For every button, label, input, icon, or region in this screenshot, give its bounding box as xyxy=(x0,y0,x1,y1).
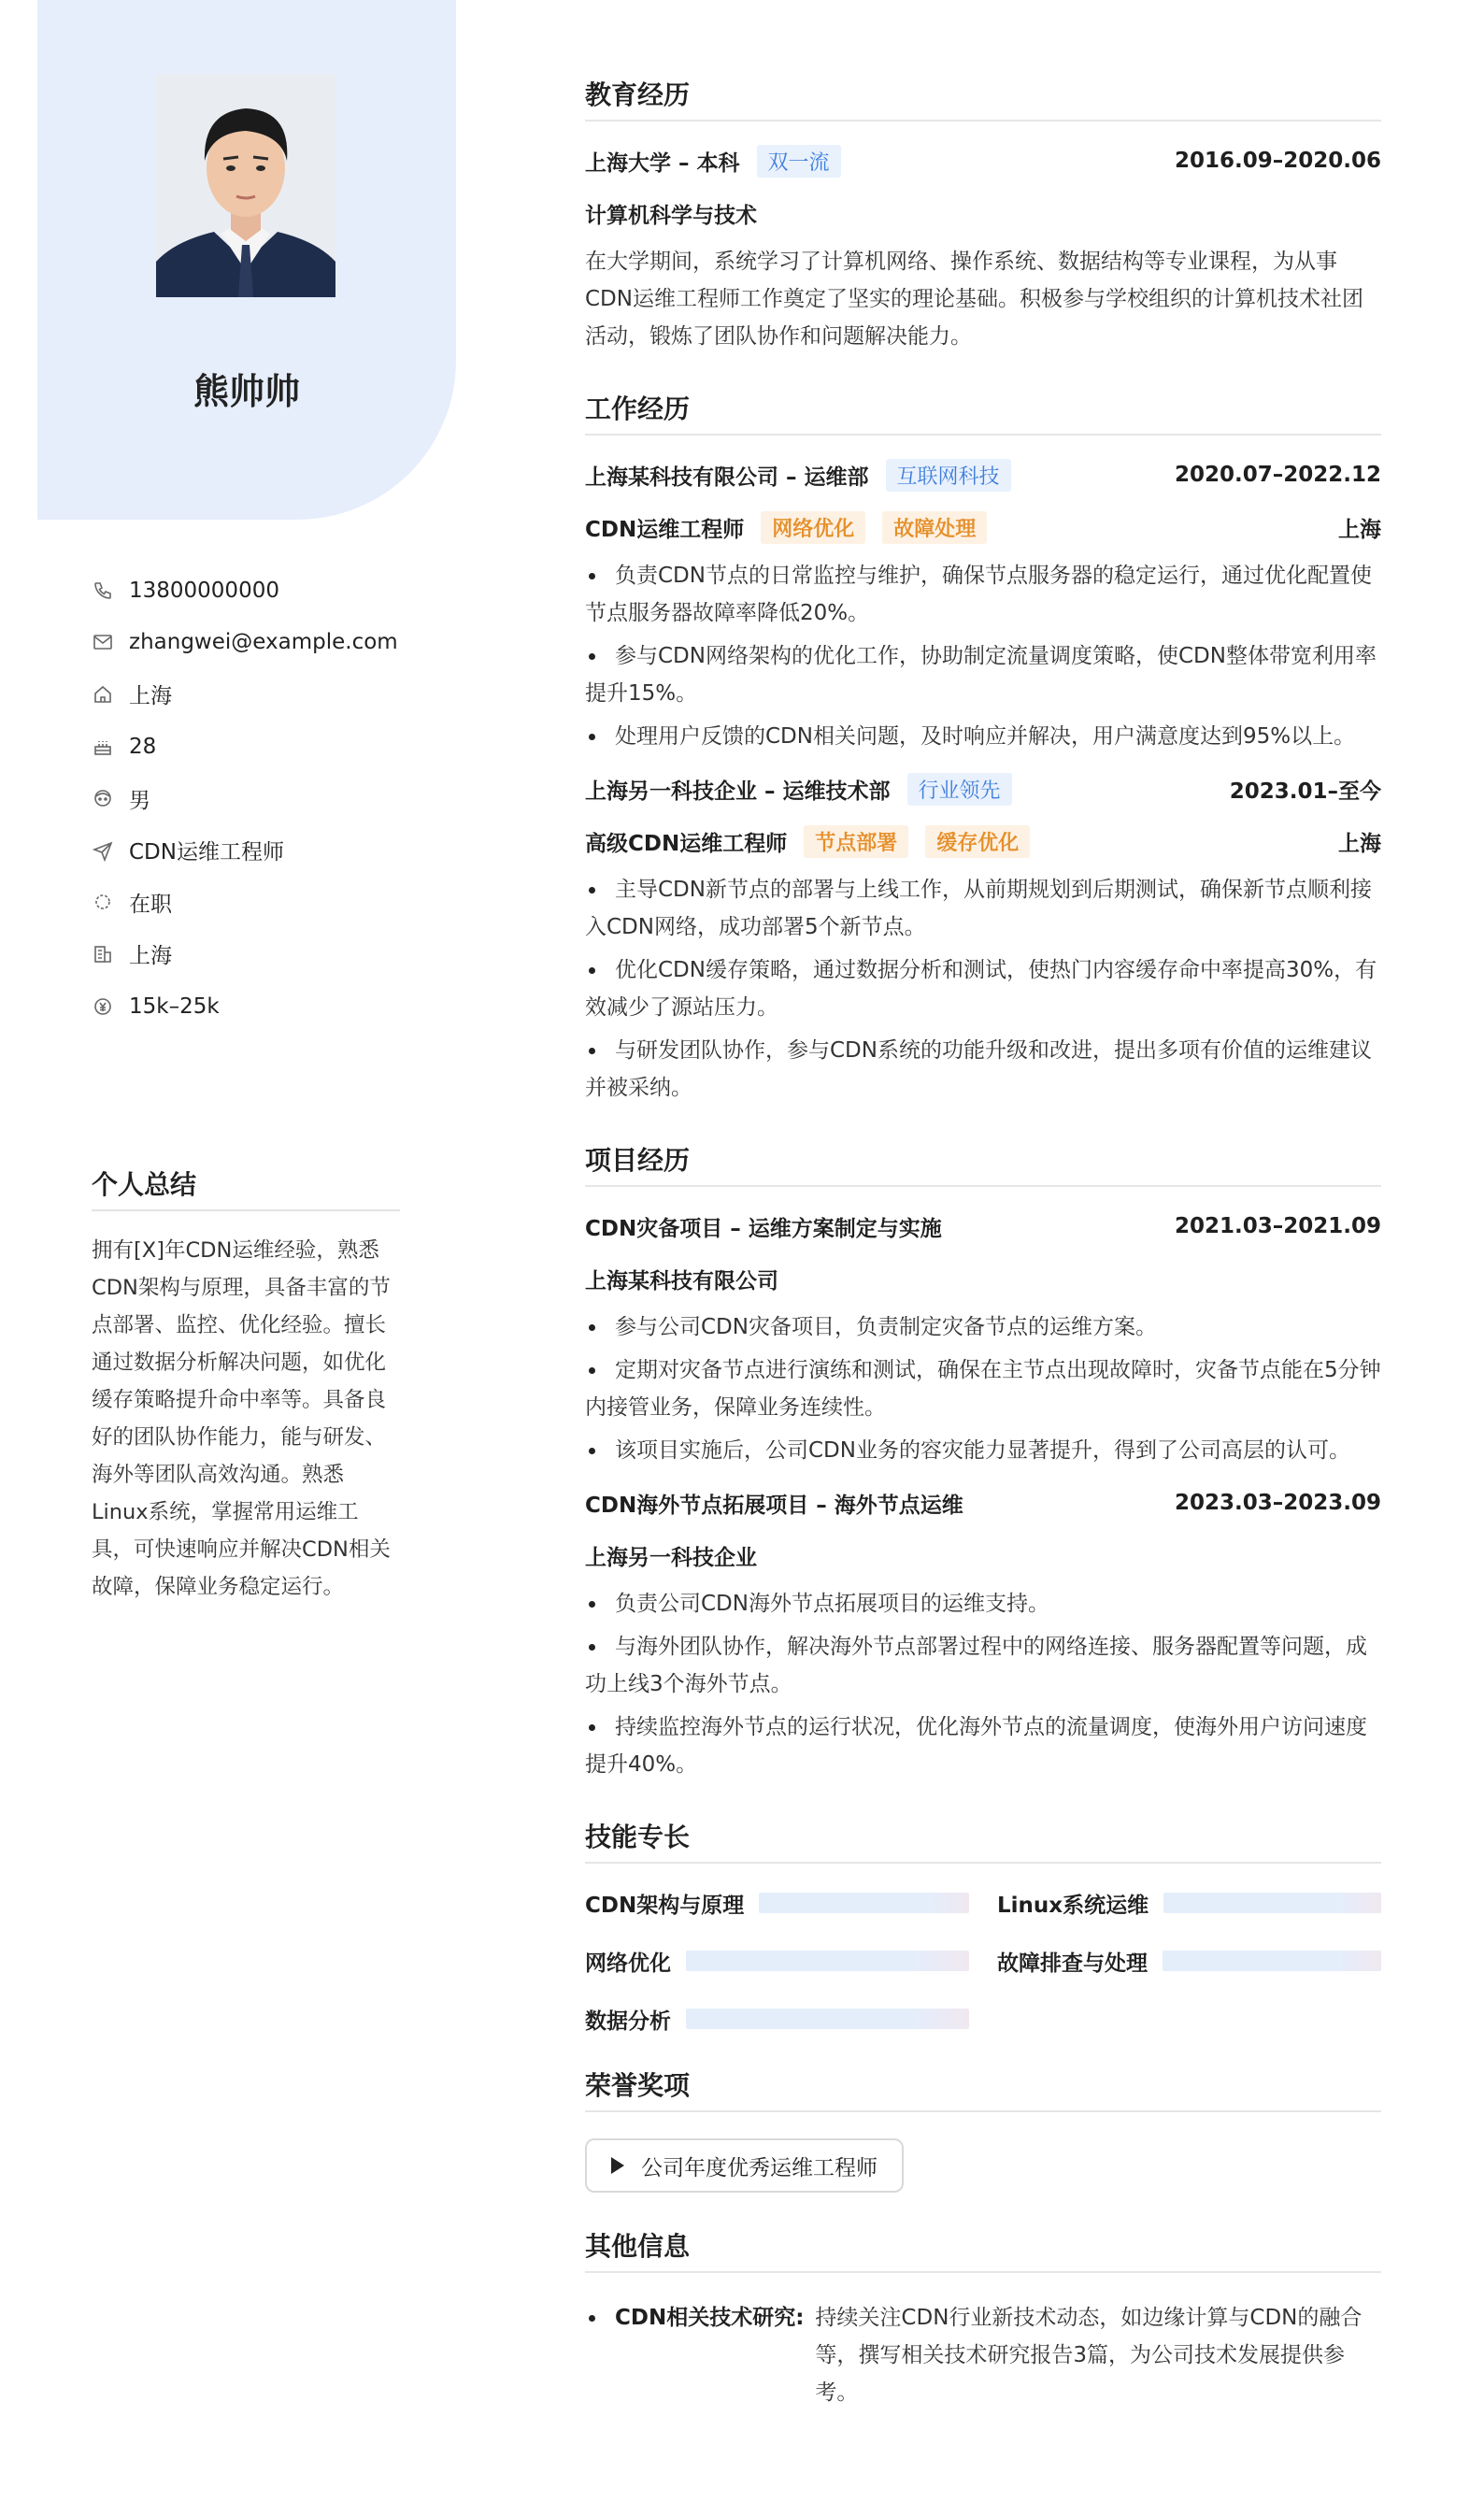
list-item: 参与CDN网络架构的优化工作，协助制定流量调度策略，使CDN整体带宽利用率提升15%。 xyxy=(585,637,1381,712)
other-info-item xyxy=(585,2299,1381,2411)
skill-label: 故障排查与处理 xyxy=(997,1951,1148,1976)
list-item: 优化CDN缓存策略，通过数据分析和测试，使热门内容缓存命中率提高30%，有效减少了源站压力。 xyxy=(585,951,1381,1026)
skill-item xyxy=(585,2006,969,2032)
contact-position xyxy=(92,824,447,877)
work-date: 2023.01–至今 xyxy=(1229,779,1381,804)
work-bullets xyxy=(585,871,1381,1107)
mail-icon xyxy=(92,631,114,653)
contact-phone xyxy=(92,565,447,617)
skill-label: Linux系统运维 xyxy=(997,1893,1149,1918)
work-heading: 工作经历 xyxy=(585,389,1381,436)
status-icon xyxy=(92,891,114,913)
project-name: CDN海外节点拓展项目 – 海外节点运维 xyxy=(585,1493,963,1518)
summary-heading: 个人总结 xyxy=(92,1165,400,1211)
skill-bar xyxy=(686,1951,969,1971)
work-skill-tag: 故障处理 xyxy=(882,511,987,544)
other-heading: 其他信息 xyxy=(585,2226,1381,2273)
project-company-row xyxy=(585,1542,1381,1568)
project-company: 上海另一科技企业 xyxy=(585,1545,757,1570)
skill-label: 网络优化 xyxy=(585,1951,671,1976)
award-toggle-button[interactable] xyxy=(585,2138,904,2193)
contact-location-text: 上海 xyxy=(129,684,172,709)
other-info-key: CDN相关技术研究: xyxy=(615,2306,805,2330)
list-item: 与研发团队协作，参与CDN系统的功能升级和改进，提出多项有价值的运维建议并被采纳。 xyxy=(585,1032,1381,1107)
project-bullets xyxy=(585,1585,1381,1783)
work-entry-2 xyxy=(585,776,1381,1107)
project-company-row xyxy=(585,1265,1381,1292)
contact-phone-text: 13800000000 xyxy=(129,578,279,603)
list-item: 负责公司CDN海外节点拓展项目的运维支持。 xyxy=(585,1585,1381,1623)
skill-label: CDN架构与原理 xyxy=(585,1893,745,1918)
work-role: CDN运维工程师 xyxy=(585,517,745,542)
list-item: 该项目实施后，公司CDN业务的容灾能力显著提升，得到了公司高层的认可。 xyxy=(585,1432,1381,1469)
cake-icon xyxy=(92,736,114,758)
send-icon xyxy=(92,839,114,862)
skill-bar xyxy=(1163,1951,1381,1971)
work-company: 上海另一科技企业 – 运维技术部 xyxy=(585,779,891,804)
contact-work-city xyxy=(92,928,447,980)
list-item: 定期对灾备节点进行演练和测试，确保在主节点出现故障时，灾备节点能在5分钟内接管业务，保障业务连续性。 xyxy=(585,1351,1381,1426)
contact-location xyxy=(92,668,447,721)
education-tag: 双一流 xyxy=(757,145,841,178)
work-role: 高级CDN运维工程师 xyxy=(585,831,788,856)
salary-icon xyxy=(92,995,114,1018)
work-entry-1 xyxy=(585,462,1381,755)
list-item: 处理用户反馈的CDN相关问题，及时响应并解决，用户满意度达到95%以上。 xyxy=(585,718,1381,755)
contact-email-text: zhangwei@example.com xyxy=(129,630,398,655)
education-school: 上海大学 – 本科 xyxy=(585,150,740,176)
skill-bar xyxy=(1163,1893,1381,1913)
project-name-row xyxy=(585,1213,1381,1239)
work-skill-tag: 节点部署 xyxy=(804,825,908,858)
summary-text: 拥有[X]年CDN运维经验，熟悉CDN架构与原理，具备丰富的节点部署、监控、优化经验。擅长通过数据分析解决问题，如优化缓存策略提升命中率等。具备良好的团队协作能力，能与研发、海外等团队高效沟通。熟悉Linux系统，掌握常用运维工具，可快速响应并解决CDN相关故障，保障业务稳定运行。 xyxy=(92,1238,391,1599)
home-icon xyxy=(92,683,114,706)
education-major-row xyxy=(585,200,1381,226)
award-label: 公司年度优秀运维工程师 xyxy=(641,2155,878,2180)
projects-heading: 项目经历 xyxy=(585,1140,1381,1187)
contact-gender xyxy=(92,772,447,824)
education-date: 2016.09–2020.06 xyxy=(1174,149,1381,173)
skill-item xyxy=(585,1948,969,1974)
contact-salary xyxy=(92,980,447,1033)
contact-work-city-text: 上海 xyxy=(129,944,172,969)
skill-bar xyxy=(686,2009,969,2029)
work-company-row xyxy=(585,776,1381,802)
education-description: 在大学期间，系统学习了计算机网络、操作系统、数据结构等专业课程，为从事CDN运维工程师工作奠定了坚实的理论基础。积极参与学校组织的计算机技术社团活动，锻炼了团队协作和问题解决能力。 xyxy=(585,250,1363,349)
work-company-row xyxy=(585,462,1381,488)
project-bullets xyxy=(585,1308,1381,1469)
skill-item xyxy=(997,1890,1381,1916)
project-name-row xyxy=(585,1490,1381,1516)
awards-heading: 荣誉奖项 xyxy=(585,2066,1381,2112)
education-major: 计算机科学与技术 xyxy=(585,203,757,228)
work-date: 2020.07–2022.12 xyxy=(1174,463,1381,487)
contact-email xyxy=(92,617,447,669)
list-item: 参与公司CDN灾备项目，负责制定灾备节点的运维方案。 xyxy=(585,1308,1381,1346)
list-item: 主导CDN新节点的部署与上线工作，从前期规划到后期测试，确保新节点顺利接入CDN网络，成功部署5个新节点。 xyxy=(585,871,1381,946)
skill-item xyxy=(997,1948,1381,1974)
project-date: 2021.03–2021.09 xyxy=(1174,1214,1381,1238)
work-bullets xyxy=(585,557,1381,755)
project-company: 上海某科技有限公司 xyxy=(585,1268,778,1294)
project-name: CDN灾备项目 – 运维方案制定与实施 xyxy=(585,1216,942,1241)
contact-salary-text: 15k–25k xyxy=(129,994,220,1019)
main-content xyxy=(585,75,1381,2411)
work-company: 上海某科技有限公司 – 运维部 xyxy=(585,465,869,490)
play-triangle-icon xyxy=(611,2157,624,2174)
work-company-tag: 互联网科技 xyxy=(886,459,1011,492)
skills-grid xyxy=(585,1890,1381,2032)
list-item: 与海外团队协作，解决海外节点部署过程中的网络连接、服务器配置等问题，成功上线3个海外节点。 xyxy=(585,1628,1381,1703)
contact-age-text: 28 xyxy=(129,734,157,759)
work-city: 上海 xyxy=(1338,517,1381,542)
other-info-value: 持续关注CDN行业新技术动态，如边缘计算与CDN的融合等，撰写相关技术研究报告3篇，为公司技术发展提供参考。 xyxy=(815,2306,1363,2405)
work-skill-tag: 网络优化 xyxy=(761,511,865,544)
work-company-tag: 行业领先 xyxy=(907,773,1012,806)
contact-status-text: 在职 xyxy=(129,892,172,917)
contact-age xyxy=(92,721,447,773)
skill-label: 数据分析 xyxy=(585,2009,671,2034)
contact-gender-text: 男 xyxy=(129,788,150,813)
list-item: 持续监控海外节点的运行状况，优化海外节点的流量调度，使海外用户访问速度提升40%。 xyxy=(585,1708,1381,1783)
contact-list xyxy=(92,565,447,1032)
project-entry-2 xyxy=(585,1490,1381,1783)
avatar-photo xyxy=(156,75,335,297)
skill-bar xyxy=(759,1893,969,1913)
work-city: 上海 xyxy=(1338,831,1381,856)
skills-heading: 技能专长 xyxy=(585,1817,1381,1864)
education-heading: 教育经历 xyxy=(585,75,1381,122)
work-role-row xyxy=(585,514,1381,540)
phone-icon xyxy=(92,579,114,602)
portrait-illustration xyxy=(156,75,335,297)
work-role-row xyxy=(585,828,1381,854)
work-skill-tag: 缓存优化 xyxy=(925,825,1030,858)
education-school-row xyxy=(585,148,1381,174)
project-entry-1 xyxy=(585,1213,1381,1469)
building-icon xyxy=(92,943,114,965)
list-item: 负责CDN节点的日常监控与维护，确保节点服务器的稳定运行，通过优化配置使节点服务器故障率降低20%。 xyxy=(585,557,1381,632)
contact-status xyxy=(92,877,447,929)
skill-item xyxy=(585,1890,969,1916)
contact-position-text: CDN运维工程师 xyxy=(129,840,284,865)
project-date: 2023.03–2023.09 xyxy=(1174,1491,1381,1515)
person-name: 熊帅帅 xyxy=(193,371,300,412)
gender-icon xyxy=(92,787,114,809)
